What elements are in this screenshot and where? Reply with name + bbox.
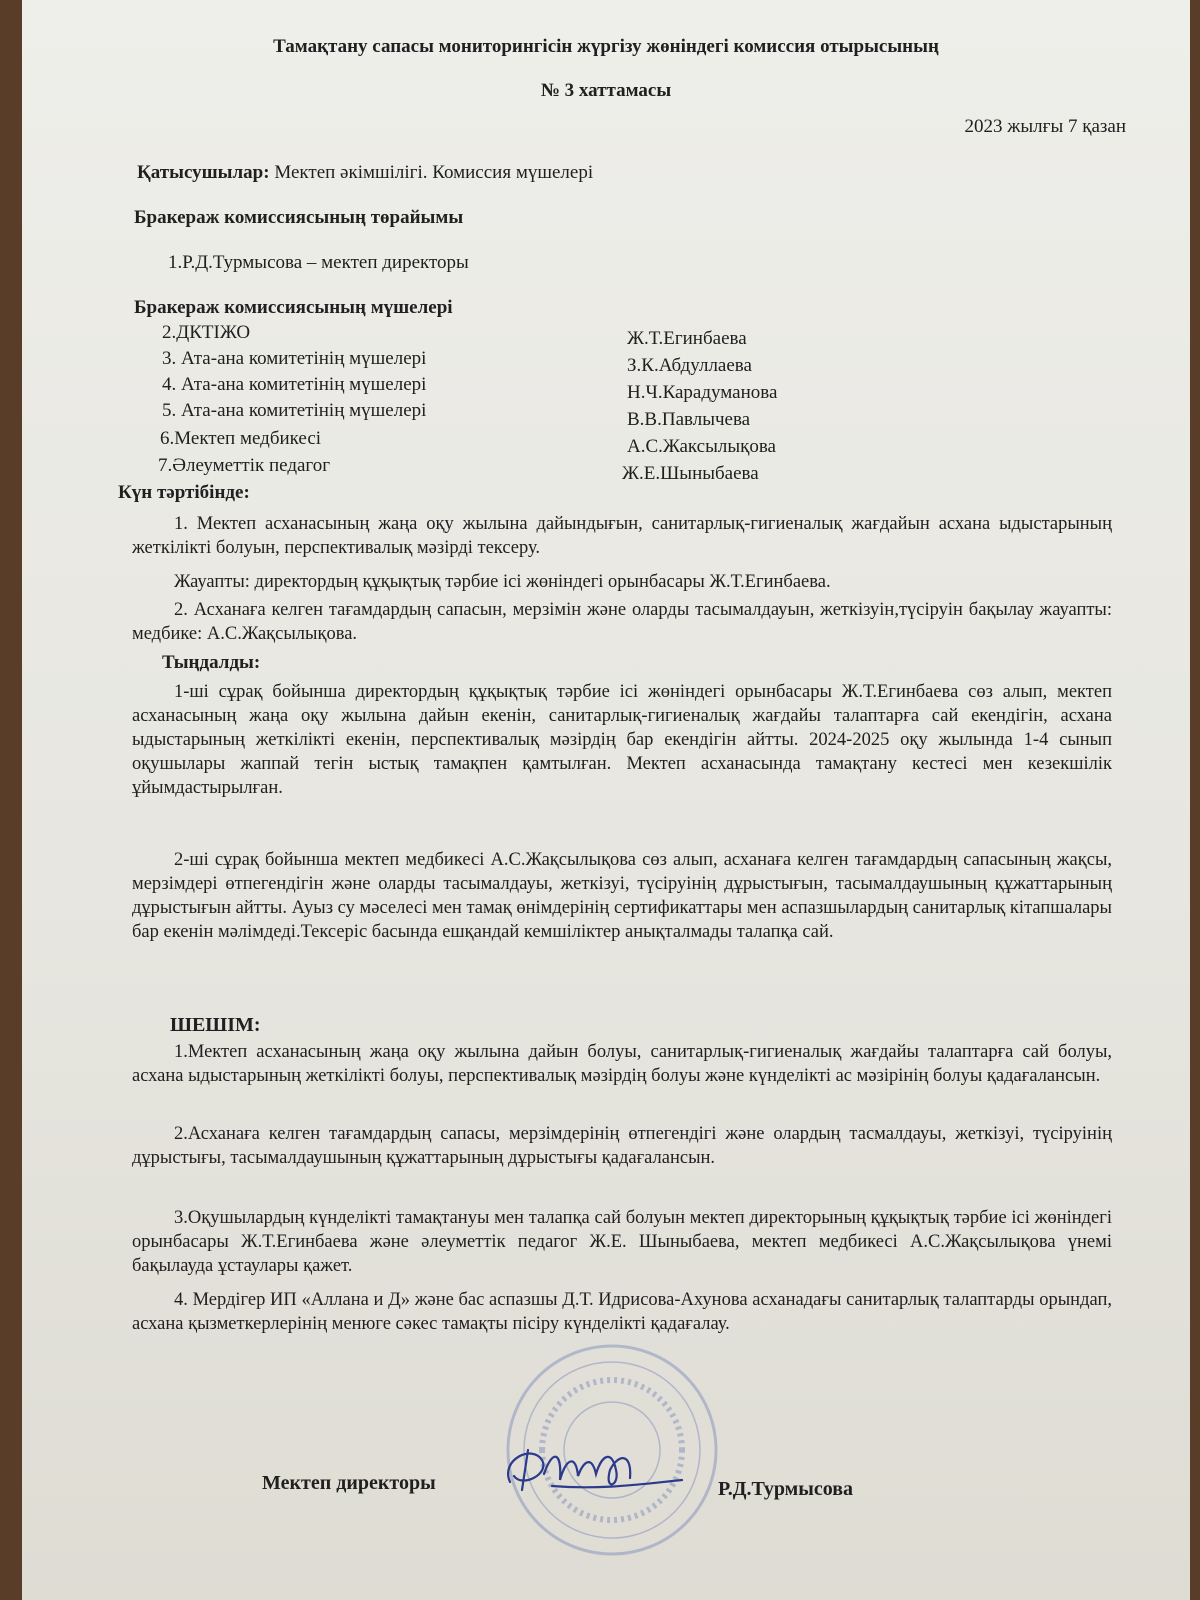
member-name: Н.Ч.Карадуманова (627, 382, 778, 403)
agenda-item-2: 2. Асханаға келген тағамдардың сапасын, мерзімін және оларды тасымалдауын, жеткізуін,түсіруін бақылау жауапты: медбике: А.С.Жақсылықова. (132, 600, 1112, 644)
agenda-item-1-responsible: Жауапты: директордың құқықтық тәрбие ісі жөніндегі орынбасары Ж.Т.Егинбаева. (174, 572, 831, 592)
participants-value: Мектеп әкімшілігі. Комиссия мүшелері (269, 162, 594, 183)
chair-entry: 1.Р.Д.Турмысова – мектеп директоры (168, 252, 469, 273)
document-title-line2: № 3 хаттамасы (540, 80, 672, 101)
member-role: 5. Ата-ана комитетінің мүшелері (162, 400, 427, 421)
members-heading: Бракераж комиссиясының мүшелері (134, 297, 453, 318)
signature-name: Р.Д.Турмысова (718, 1478, 854, 1500)
member-role: 6.Мектеп медбикесі (160, 428, 322, 449)
decision-item-2: 2.Асханаға келген тағамдардың сапасы, мерзімдерінің өтпегендігі және олардың тасмалдауы, жеткізуі, түсіруінің дұрыстығы, тасымалдаушының құжаттарының дұрыстығы қадағалансын. (132, 1124, 1112, 1168)
member-name: Ж.Т.Егинбаева (627, 328, 747, 349)
decision-item-1: 1.Мектеп асханасының жаңа оқу жылына дайын болуы, санитарлық-гигиеналық жағдайы талаптарға сай болуы, асхана ыдыстарының жеткілікті болуы, перспективалық мәзірдің болуы және күнделікті ас мәзірінің болуы қадағалансын. (132, 1042, 1112, 1086)
heard-heading: Тыңдалды: (162, 652, 261, 673)
member-role: 2.ДКТІЖО (162, 322, 251, 343)
member-role: 7.Әлеуметтік педагог (158, 455, 331, 476)
participants-line (137, 162, 593, 184)
agenda-item-1: 1. Мектеп асханасының жаңа оқу жылына дайындығын, санитарлық-гигиеналық жағдайын асхана ыдыстарының жеткілікті болуын, перспективалық мәзірді тексеру. (132, 514, 1112, 558)
document-date: 2023 жылғы 7 қазан (964, 116, 1126, 137)
heard-paragraph-2: 2-ші сұрақ бойынша мектеп медбикесі А.С.Жақсылықова сөз алып, асханаға келген тағамдардың сапасының жақсы, мерзімдері өтпегендігін және оларды тасымалдауы, жеткізуі, түсіруінің дұрыстығын, тасымалдаушының құжаттарының дұрыстығын айтты. Ауыз су мәселесі мен тамақ өнімдерінің сертификаттары мен аспазшылардың санитарлық кітапшалары бар екенін мәлімдеді.Тексеріс басында ешқандай кемшіліктер анықталмады талапқа сай. (132, 850, 1112, 942)
decision-item-4: 4. Мердігер ИП «Аллана и Д» және бас аспазшы Д.Т. Идрисова-Ахунова асханадағы санитарлық талаптарды орындап, асхана қызметкерлерінің менюге сәкес тамақты пісіру күнделікті қадағалау. (132, 1290, 1112, 1334)
document-page (22, 0, 1190, 1600)
member-name: В.В.Павлычева (627, 409, 751, 430)
agenda-heading: Күн тәртібінде: (118, 482, 250, 503)
document-body (22, 0, 1190, 1600)
heard-paragraph-1: 1-ші сұрақ бойынша директордың құқықтық тәрбие ісі жөніндегі орынбасары Ж.Т.Егинбаева сөз алып, мектеп асханасының жаңа оқу жылына дайын екенін, санитарлық-гигиеналық жағдайы талаптарға сай екендігін, асхана ыдыстарының жеткілікті екенін, перспективалық мәзірдің бар екендігін айтты. 2024-2025 оқу жылында 1-4 сынып оқушылары жаппай тегін ыстық тамақпен қамтылған. Мектеп асханасында тамақтану кестесі мен кезекшілік ұйымдастырылған. (132, 682, 1112, 798)
member-role: 3. Ата-ана комитетінің мүшелері (162, 348, 427, 369)
document-title-line1: Тамақтану сапасы мониторингісін жүргізу жөніндегі комиссия отырысының (273, 36, 939, 57)
member-name: З.К.Абдуллаева (627, 355, 752, 376)
participants-label: Қатысушылар: (137, 162, 270, 183)
member-name: Ж.Е.Шыныбаева (622, 463, 759, 484)
member-name: А.С.Жаксылықова (627, 436, 776, 457)
signature-label: Мектеп директоры (262, 1472, 436, 1494)
member-role: 4. Ата-ана комитетінің мүшелері (162, 374, 427, 395)
chair-heading: Бракераж комиссиясының төрайымы (134, 207, 464, 228)
handwritten-signature-icon (492, 1430, 692, 1510)
decision-heading: ШЕШІМ: (170, 1014, 261, 1036)
decision-item-3: 3.Оқушылардың күнделікті тамақтануы мен талапқа сай болуын мектеп директорының құқықтық тәрбие ісі жөніндегі орынбасары Ж.Т.Егинбаева және әлеуметтік педагог Ж.Е. Шыныбаева, мектеп медбикесі А.С.Жақсылықова үнемі бақылауда ұстаулары қажет. (132, 1208, 1112, 1276)
